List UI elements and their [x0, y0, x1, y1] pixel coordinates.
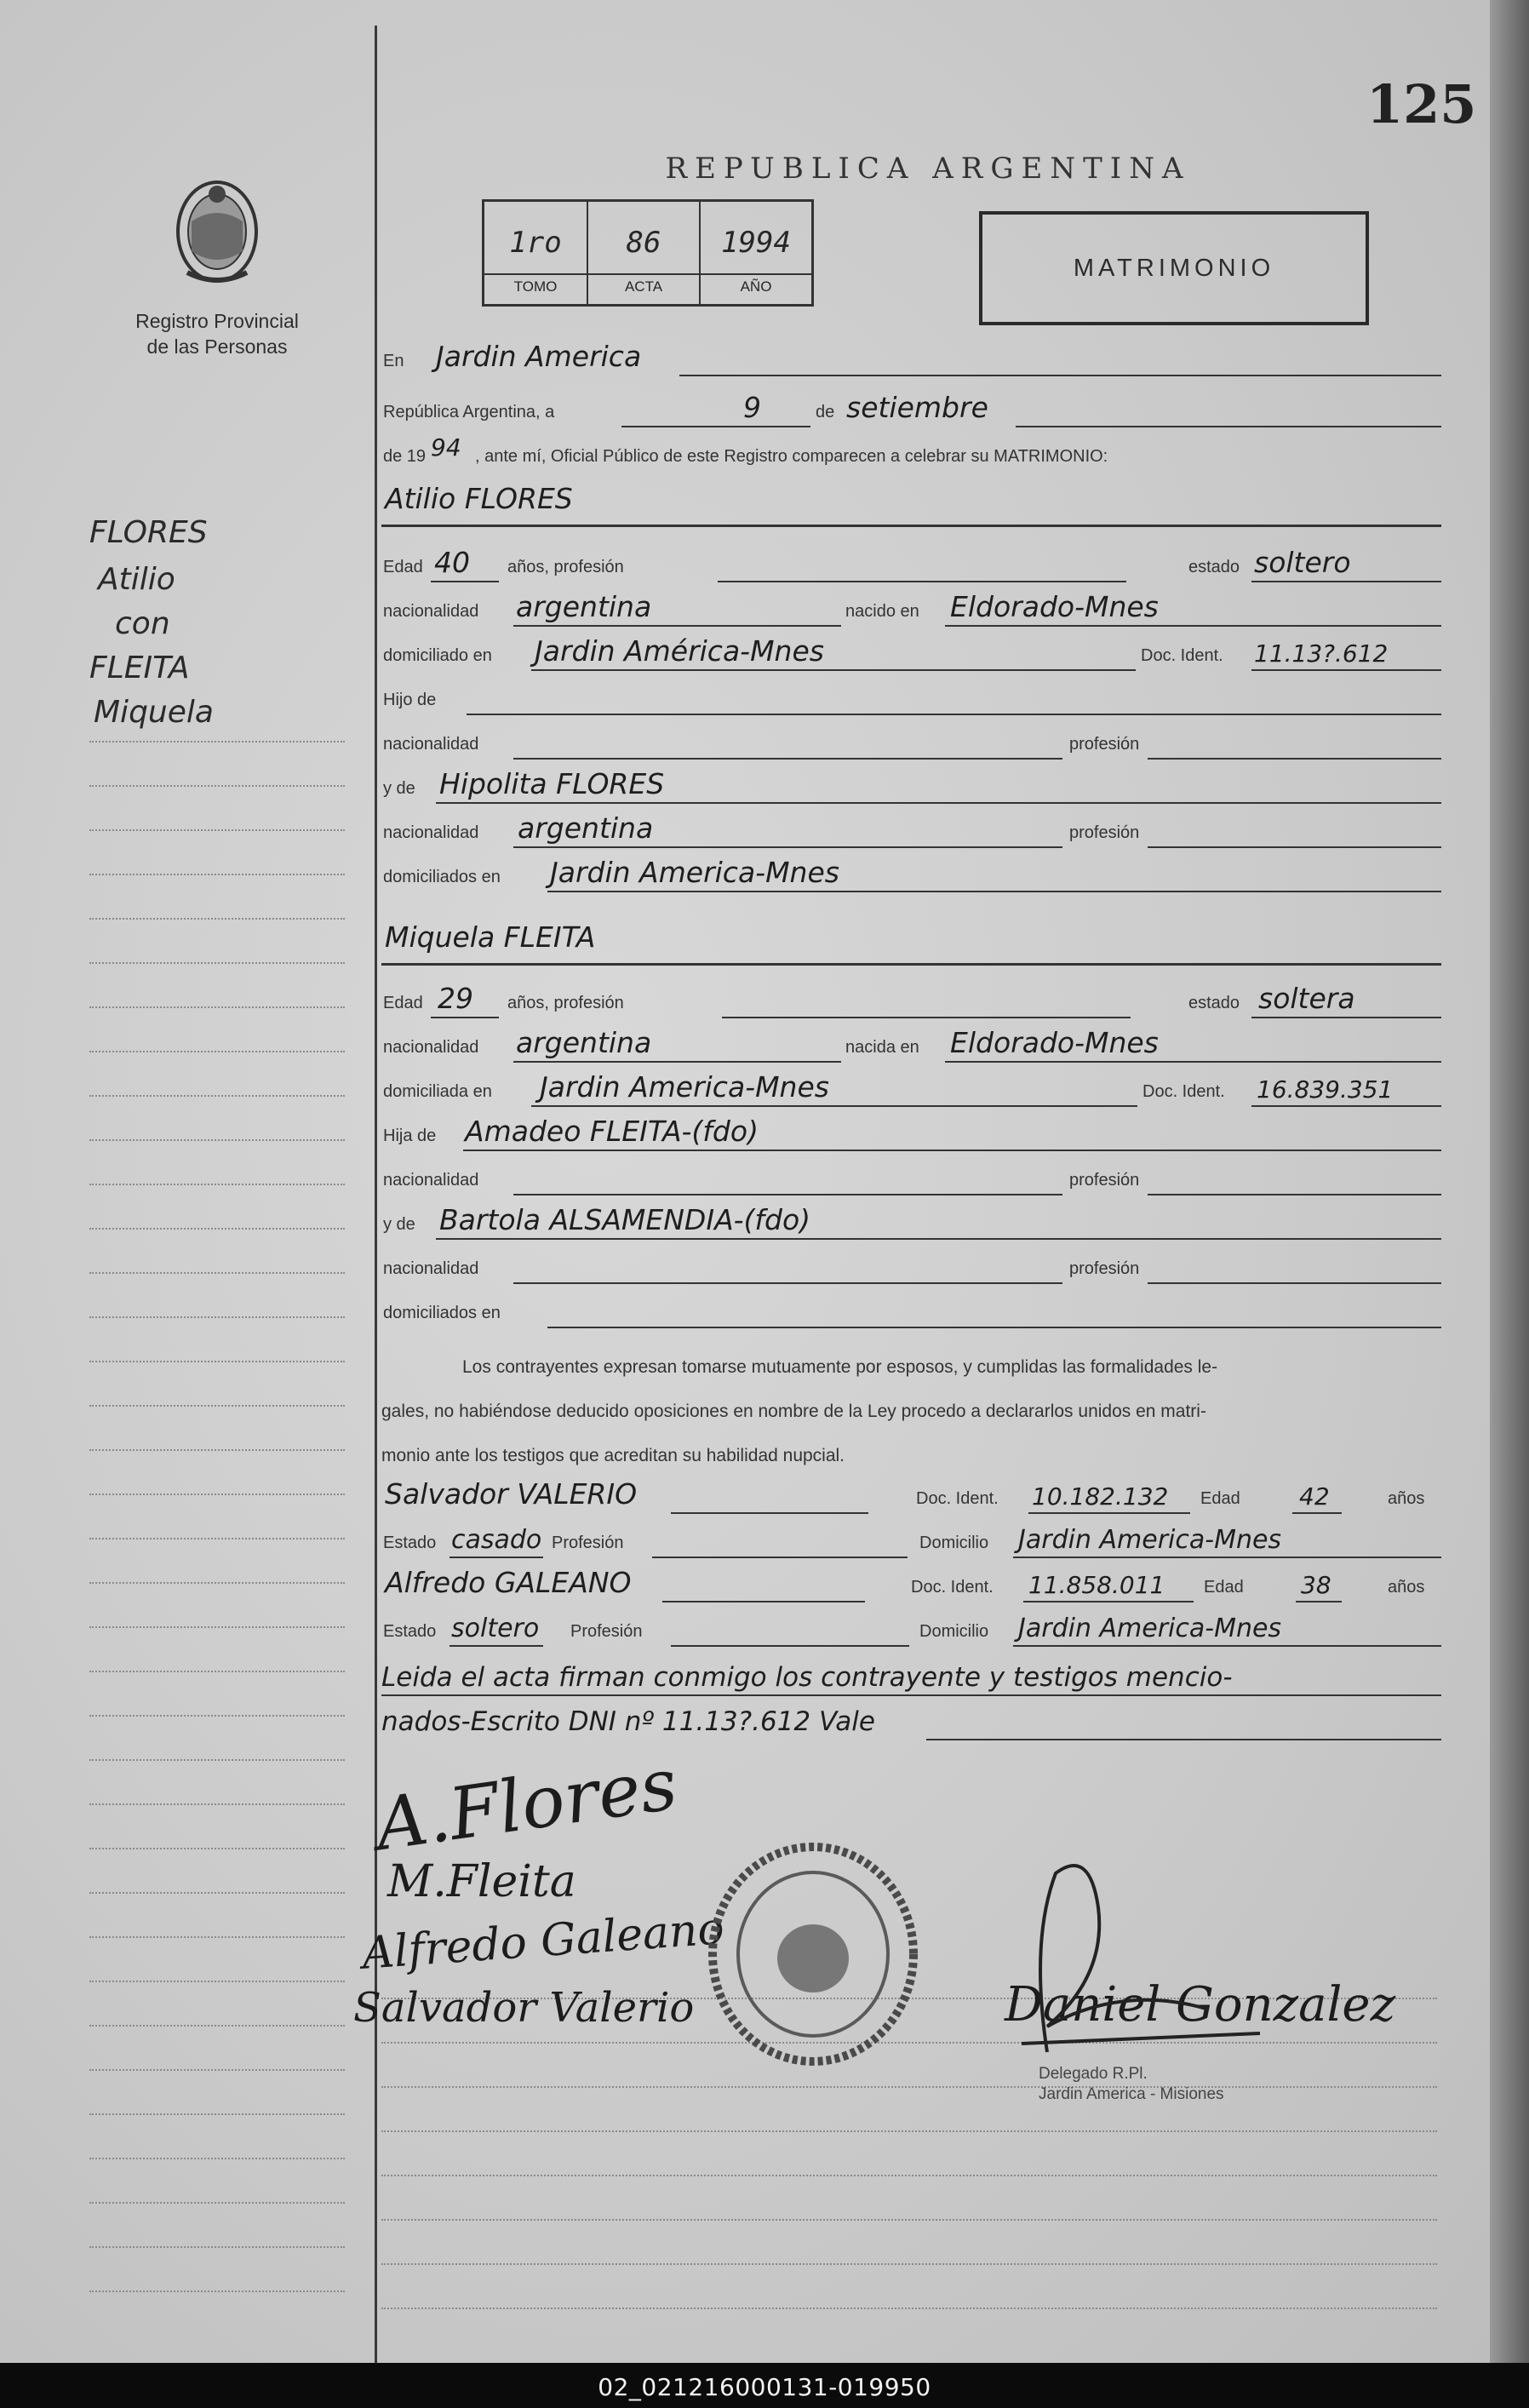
margin-note-surname2: FLEITA — [89, 651, 190, 685]
bride-father-row: Hija de Amadeo FLEITA-(fdo) — [381, 1114, 1441, 1153]
bride-age-row: Edad 29 años, profesión estado soltera — [381, 981, 1441, 1020]
scan-id: 02_021216000131-019950 — [598, 2373, 931, 2401]
tomo-cell: 1ro TOMO — [484, 202, 587, 304]
place-row: En Jardin America — [381, 339, 1441, 378]
groom-father-nat-row: nacionalidad profesión — [381, 722, 1441, 761]
official-signature-flourish — [996, 1839, 1286, 2061]
witness1-age: 42 — [1299, 1482, 1330, 1511]
witness1-status-row: Estado casado Profesión Domicilio Jardin America-Mnes — [381, 1521, 1441, 1560]
witness1-doc: 10.182.132 — [1032, 1482, 1169, 1511]
place-city: Jardin America — [436, 340, 642, 373]
signature-witness1: Salvador Valerio — [353, 1984, 695, 2032]
groom-age: 40 — [434, 546, 470, 579]
witness2-status-row: Estado soltero Profesión Domicilio Jardin America-Mnes — [381, 1609, 1441, 1648]
bride-name-row — [381, 920, 1441, 959]
groom-age-row: Edad 40 años, profesión estado soltero — [381, 545, 1441, 584]
groom-name-row — [381, 481, 1441, 520]
official-stamp-icon — [702, 1839, 924, 2069]
margin-note-name2: Miquela — [94, 695, 214, 730]
bride-parents-address-row: domiciliados en — [381, 1291, 1441, 1330]
acta-cell: 86 ACTA — [588, 202, 699, 304]
groom-father-row: Hijo de — [381, 678, 1441, 717]
witness1-row: Salvador VALERIO Doc. Ident. 10.182.132 Edad 42 años — [381, 1476, 1441, 1516]
bride-nationality: argentina — [516, 1026, 652, 1059]
bride-doc: 16.839.351 — [1257, 1075, 1394, 1104]
date-row: República Argentina, a 9 de setiembre — [381, 390, 1441, 429]
witness1-status: casado — [451, 1525, 542, 1555]
date-year-row: de 19 94 , ante mí, Oficial Público de este Registro comparecen a celebrar su MATRIMONIO: — [383, 433, 1108, 466]
bride-address-row: domiciliada en Jardin America-Mnes Doc. Ident. 16.839.351 — [381, 1069, 1441, 1109]
provincial-seal-icon — [170, 170, 264, 290]
closing-note-row2 — [381, 1703, 1441, 1742]
witness2-row: Alfredo GALEANO Doc. Ident. 11.858.011 Edad 38 años — [381, 1565, 1441, 1604]
bride-mother: Bartola ALSAMENDIA-(fdo) — [439, 1203, 811, 1236]
bride-age: 29 — [438, 982, 473, 1015]
groom-mother-nationality: argentina — [518, 811, 654, 845]
declaration-text: Los contrayentes expresan tomarse mutuamente por esposos, y cumplidas las formalidades le- gales, no habiéndose deducido oposiciones en nombre de la Ley procedo a declararlos unidos en matri- monio ante los testigos que acreditan su habilidad nupcial. — [381, 1357, 1218, 1465]
witness2-age: 38 — [1301, 1571, 1331, 1599]
official-caption: Delegado R.Pl. Jardin America - Misiones — [1039, 2065, 1224, 2103]
page-edge — [1490, 0, 1529, 2363]
margin-note-name: Atilio — [98, 562, 175, 597]
witness1-address: Jardin America-Mnes — [1018, 1525, 1282, 1555]
margin-note-con: con — [115, 606, 170, 641]
date-year: 94 — [431, 433, 461, 462]
bride-father: Amadeo FLEITA-(fdo) — [465, 1115, 759, 1148]
closing-note-line2: nados-Escrito DNI nº 11.13?.612 Vale — [381, 1706, 875, 1737]
groom-mother: Hipolita FLORES — [439, 767, 665, 800]
bride-father-nat-row: nacionalidad profesión — [381, 1158, 1441, 1197]
scan-footer — [0, 2363, 1529, 2408]
bride-birthplace: Eldorado-Mnes — [950, 1026, 1159, 1059]
signature-official: Daniel Gonzalez — [1005, 1977, 1396, 2032]
date-month: setiembre — [846, 391, 988, 424]
record-table — [482, 199, 814, 307]
groom-parents-address-row: domiciliados en Jardin America-Mnes — [381, 855, 1441, 894]
groom-address: Jardin América-Mnes — [535, 634, 824, 668]
signature-witness2: Alfredo Galeano — [360, 1903, 726, 1980]
signature-bride: M.Fleita — [387, 1856, 576, 1907]
anio-cell: 1994 AÑO — [701, 202, 811, 304]
margin-note-surname: FLORES — [89, 515, 208, 550]
date-day: 9 — [743, 391, 761, 424]
groom-mother-nat-row: nacionalidad argentina profesión — [381, 811, 1441, 850]
groom-nationality-row: nacionalidad argentina nacido en Eldorado-Mnes — [381, 589, 1441, 628]
bride-mother-row: y de Bartola ALSAMENDIA-(fdo) — [381, 1202, 1441, 1241]
bride-mother-nat-row: nacionalidad profesión — [381, 1247, 1441, 1286]
page-number: 125 — [1366, 73, 1477, 135]
groom-doc: 11.13?.612 — [1254, 639, 1389, 668]
groom-name: Atilio FLORES — [385, 482, 573, 515]
bride-name: Miquela FLEITA — [385, 920, 596, 954]
witness2-address: Jardin America-Mnes — [1018, 1614, 1282, 1643]
groom-mother-row: y de Hipolita FLORES — [381, 766, 1441, 806]
groom-nationality: argentina — [516, 590, 652, 623]
witness2-doc: 11.858.011 — [1028, 1571, 1165, 1599]
bride-status: soltera — [1258, 982, 1355, 1015]
bride-nationality-row: nacionalidad argentina nacida en Eldorado-Mnes — [381, 1025, 1441, 1064]
registry-label: Registro Provincial de las Personas — [135, 310, 299, 358]
signature-groom: A.Flores — [369, 1741, 683, 1867]
closing-note-line1: Leida el acta firman conmigo los contrayente y testigos mencio- — [381, 1662, 1233, 1693]
groom-status: soltero — [1254, 546, 1351, 579]
bride-address: Jardin America-Mnes — [540, 1070, 829, 1104]
groom-birthplace: Eldorado-Mnes — [950, 590, 1159, 623]
closing-note-row1 — [381, 1659, 1441, 1698]
groom-parents-address: Jardin America-Mnes — [550, 856, 839, 889]
record-type-box: MATRIMONIO — [979, 211, 1369, 325]
witness2-name: Alfredo GALEANO — [385, 1566, 632, 1599]
witness1-name: Salvador VALERIO — [385, 1477, 638, 1511]
country-heading: REPUBLICA ARGENTINA — [665, 152, 1191, 186]
witness2-status: soltero — [451, 1614, 540, 1643]
groom-address-row: domiciliado en Jardin América-Mnes Doc. Ident. 11.13?.612 — [381, 634, 1441, 673]
